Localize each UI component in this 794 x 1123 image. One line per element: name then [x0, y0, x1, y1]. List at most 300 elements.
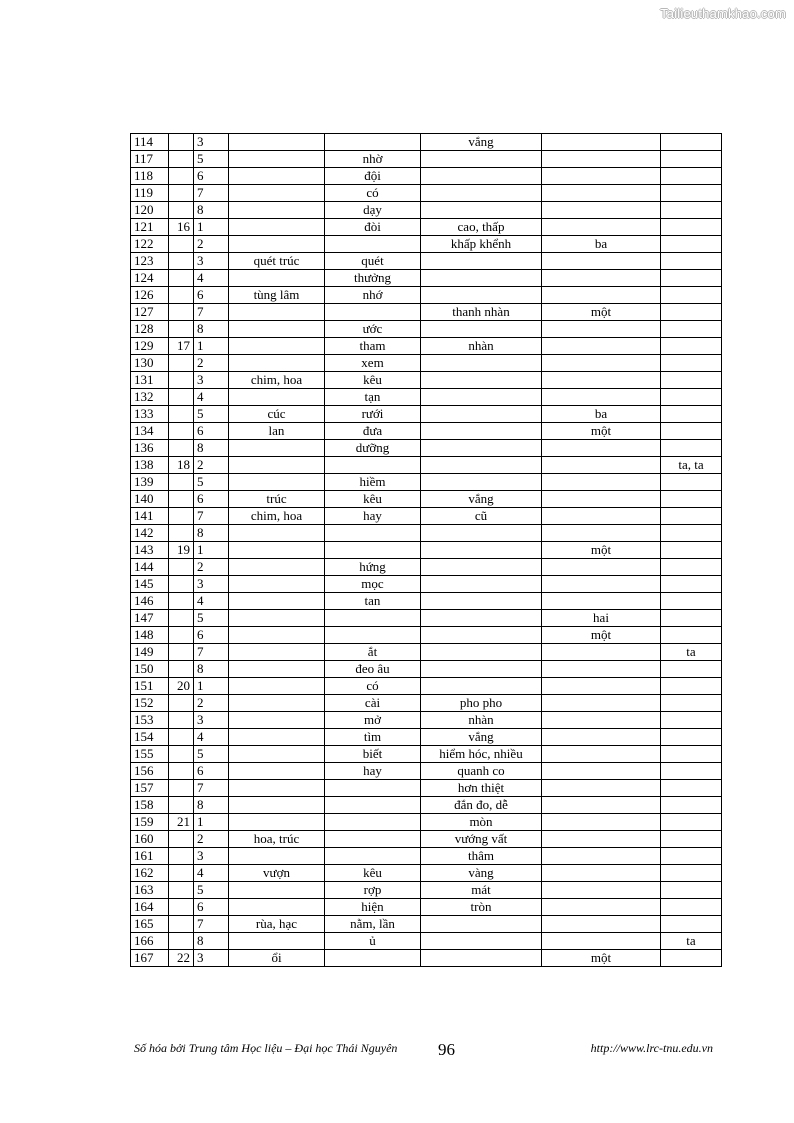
- cell-number: 152: [131, 695, 169, 712]
- cell-col-6: [421, 321, 542, 338]
- table-row: [131, 831, 722, 848]
- cell-col-5: [325, 814, 421, 831]
- cell-position: 4: [194, 389, 229, 406]
- cell-col-8: [661, 321, 722, 338]
- cell-col-5: có: [325, 185, 421, 202]
- cell-number: 118: [131, 168, 169, 185]
- cell-group: [169, 474, 194, 491]
- cell-col-5: tan: [325, 593, 421, 610]
- cell-col-5: mọc: [325, 576, 421, 593]
- table-row: [131, 661, 722, 678]
- cell-col-5: hiềm: [325, 474, 421, 491]
- cell-col-5: [325, 610, 421, 627]
- cell-group: [169, 865, 194, 882]
- table-row: [131, 338, 722, 355]
- cell-col-8: [661, 678, 722, 695]
- cell-group: 16: [169, 219, 194, 236]
- cell-col-5: đòi: [325, 219, 421, 236]
- cell-group: [169, 712, 194, 729]
- cell-col-8: [661, 627, 722, 644]
- cell-col-4: trúc: [229, 491, 325, 508]
- cell-group: 22: [169, 950, 194, 967]
- cell-col-6: [421, 406, 542, 423]
- cell-col-4: [229, 678, 325, 695]
- cell-col-5: [325, 542, 421, 559]
- cell-col-8: [661, 814, 722, 831]
- cell-col-5: ủ: [325, 933, 421, 950]
- table-row: [131, 814, 722, 831]
- cell-col-6: [421, 627, 542, 644]
- table-row: [131, 423, 722, 440]
- cell-col-4: [229, 559, 325, 576]
- cell-col-5: [325, 950, 421, 967]
- cell-group: [169, 627, 194, 644]
- cell-col-8: [661, 406, 722, 423]
- cell-col-8: [661, 882, 722, 899]
- cell-group: [169, 525, 194, 542]
- cell-col-4: [229, 899, 325, 916]
- table-row: [131, 270, 722, 287]
- cell-col-4: chim, hoa: [229, 372, 325, 389]
- cell-number: 147: [131, 610, 169, 627]
- cell-col-6: [421, 610, 542, 627]
- cell-position: 7: [194, 916, 229, 933]
- cell-col-6: cũ: [421, 508, 542, 525]
- cell-col-8: [661, 661, 722, 678]
- table-row: [131, 627, 722, 644]
- cell-col-6: nhàn: [421, 338, 542, 355]
- table-row: [131, 406, 722, 423]
- cell-col-4: [229, 746, 325, 763]
- cell-col-5: ắt: [325, 644, 421, 661]
- cell-col-8: [661, 389, 722, 406]
- cell-col-6: cao, thấp: [421, 219, 542, 236]
- data-table: [130, 133, 722, 967]
- cell-number: 119: [131, 185, 169, 202]
- table-row: [131, 797, 722, 814]
- table-body: [131, 134, 722, 967]
- cell-col-4: [229, 389, 325, 406]
- cell-col-7: [542, 712, 661, 729]
- cell-col-7: [542, 865, 661, 882]
- cell-col-5: ước: [325, 321, 421, 338]
- cell-group: [169, 559, 194, 576]
- footer-source: Số hóa bởi Trung tâm Học liệu – Đại học Thái Nguyên: [134, 1041, 398, 1055]
- page-number: 96: [438, 1040, 455, 1059]
- cell-col-6: [421, 950, 542, 967]
- cell-col-7: [542, 814, 661, 831]
- cell-position: 4: [194, 729, 229, 746]
- cell-number: 167: [131, 950, 169, 967]
- cell-number: 140: [131, 491, 169, 508]
- cell-group: [169, 372, 194, 389]
- cell-col-7: [542, 661, 661, 678]
- cell-col-7: [542, 202, 661, 219]
- cell-col-7: [542, 780, 661, 797]
- cell-col-7: [542, 168, 661, 185]
- cell-col-7: [542, 644, 661, 661]
- cell-col-4: [229, 763, 325, 780]
- cell-position: 1: [194, 814, 229, 831]
- cell-col-7: [542, 593, 661, 610]
- table-row: [131, 882, 722, 899]
- cell-group: [169, 389, 194, 406]
- table-row: [131, 865, 722, 882]
- cell-col-8: [661, 236, 722, 253]
- table-row: [131, 474, 722, 491]
- cell-col-8: [661, 729, 722, 746]
- cell-col-8: [661, 338, 722, 355]
- cell-col-6: pho pho: [421, 695, 542, 712]
- cell-col-5: nhờ: [325, 151, 421, 168]
- cell-number: 122: [131, 236, 169, 253]
- cell-col-7: [542, 695, 661, 712]
- cell-col-6: mát: [421, 882, 542, 899]
- cell-col-8: [661, 593, 722, 610]
- cell-col-5: nằm, lần: [325, 916, 421, 933]
- cell-col-8: [661, 780, 722, 797]
- cell-position: 3: [194, 253, 229, 270]
- cell-position: 8: [194, 202, 229, 219]
- cell-col-5: kêu: [325, 372, 421, 389]
- cell-number: 133: [131, 406, 169, 423]
- cell-col-4: [229, 321, 325, 338]
- cell-group: 21: [169, 814, 194, 831]
- cell-number: 126: [131, 287, 169, 304]
- cell-col-8: [661, 202, 722, 219]
- cell-col-5: kêu: [325, 491, 421, 508]
- cell-position: 8: [194, 661, 229, 678]
- table-row: [131, 508, 722, 525]
- cell-group: [169, 134, 194, 151]
- table-row: [131, 644, 722, 661]
- cell-col-4: [229, 457, 325, 474]
- cell-position: 7: [194, 644, 229, 661]
- cell-group: [169, 746, 194, 763]
- cell-group: [169, 661, 194, 678]
- cell-number: 132: [131, 389, 169, 406]
- cell-col-8: ta: [661, 933, 722, 950]
- cell-col-6: khấp khểnh: [421, 236, 542, 253]
- cell-col-8: [661, 253, 722, 270]
- cell-col-7: [542, 355, 661, 372]
- cell-col-6: [421, 151, 542, 168]
- cell-col-5: rưới: [325, 406, 421, 423]
- cell-group: [169, 270, 194, 287]
- table-row: [131, 355, 722, 372]
- cell-position: 6: [194, 287, 229, 304]
- cell-col-5: quét: [325, 253, 421, 270]
- cell-col-5: đeo âu: [325, 661, 421, 678]
- cell-position: 8: [194, 321, 229, 338]
- cell-col-8: [661, 287, 722, 304]
- cell-col-8: [661, 440, 722, 457]
- cell-position: 1: [194, 678, 229, 695]
- cell-group: 18: [169, 457, 194, 474]
- cell-col-6: [421, 559, 542, 576]
- table-row: [131, 950, 722, 967]
- cell-group: [169, 780, 194, 797]
- cell-col-4: [229, 134, 325, 151]
- table-row: [131, 168, 722, 185]
- cell-number: 160: [131, 831, 169, 848]
- cell-number: 162: [131, 865, 169, 882]
- cell-col-4: [229, 576, 325, 593]
- cell-group: [169, 576, 194, 593]
- cell-group: [169, 831, 194, 848]
- cell-position: 5: [194, 610, 229, 627]
- cell-col-7: một: [542, 627, 661, 644]
- cell-col-4: [229, 151, 325, 168]
- cell-col-7: hai: [542, 610, 661, 627]
- cell-group: [169, 916, 194, 933]
- cell-col-8: [661, 950, 722, 967]
- cell-col-5: hiện: [325, 899, 421, 916]
- cell-group: [169, 491, 194, 508]
- cell-col-7: một: [542, 304, 661, 321]
- cell-col-8: [661, 151, 722, 168]
- cell-col-6: [421, 389, 542, 406]
- cell-col-4: [229, 712, 325, 729]
- cell-col-5: thưởng: [325, 270, 421, 287]
- cell-group: [169, 304, 194, 321]
- cell-col-4: vượn: [229, 865, 325, 882]
- cell-group: [169, 151, 194, 168]
- cell-position: 6: [194, 627, 229, 644]
- cell-position: 5: [194, 474, 229, 491]
- cell-col-4: [229, 610, 325, 627]
- table-row: [131, 151, 722, 168]
- cell-number: 158: [131, 797, 169, 814]
- cell-col-5: rợp: [325, 882, 421, 899]
- cell-col-5: kêu: [325, 865, 421, 882]
- cell-col-6: [421, 202, 542, 219]
- cell-number: 146: [131, 593, 169, 610]
- cell-position: 2: [194, 236, 229, 253]
- cell-col-6: vắng: [421, 729, 542, 746]
- cell-col-6: [421, 542, 542, 559]
- cell-col-5: [325, 848, 421, 865]
- cell-col-4: lan: [229, 423, 325, 440]
- cell-col-6: vắng: [421, 491, 542, 508]
- table-row: [131, 678, 722, 695]
- cell-position: 7: [194, 780, 229, 797]
- cell-col-8: [661, 695, 722, 712]
- cell-number: 157: [131, 780, 169, 797]
- cell-number: 131: [131, 372, 169, 389]
- cell-group: 20: [169, 678, 194, 695]
- cell-position: 7: [194, 185, 229, 202]
- cell-col-4: [229, 355, 325, 372]
- cell-col-8: ta: [661, 644, 722, 661]
- cell-col-8: [661, 423, 722, 440]
- cell-col-4: [229, 933, 325, 950]
- cell-col-4: [229, 270, 325, 287]
- cell-col-8: [661, 865, 722, 882]
- cell-col-6: mòn: [421, 814, 542, 831]
- cell-col-7: [542, 916, 661, 933]
- cell-number: 130: [131, 355, 169, 372]
- cell-col-7: [542, 457, 661, 474]
- cell-col-6: vàng: [421, 865, 542, 882]
- cell-col-7: [542, 372, 661, 389]
- cell-col-7: [542, 491, 661, 508]
- table-row: [131, 491, 722, 508]
- cell-col-8: [661, 525, 722, 542]
- table-row: [131, 287, 722, 304]
- cell-col-5: hay: [325, 508, 421, 525]
- cell-number: 136: [131, 440, 169, 457]
- cell-number: 141: [131, 508, 169, 525]
- cell-col-6: [421, 474, 542, 491]
- cell-number: 165: [131, 916, 169, 933]
- cell-col-7: [542, 270, 661, 287]
- cell-col-6: [421, 457, 542, 474]
- cell-position: 5: [194, 406, 229, 423]
- cell-number: 155: [131, 746, 169, 763]
- cell-col-6: [421, 661, 542, 678]
- cell-position: 6: [194, 423, 229, 440]
- cell-col-4: chim, hoa: [229, 508, 325, 525]
- cell-number: 150: [131, 661, 169, 678]
- cell-col-4: ổi: [229, 950, 325, 967]
- cell-position: 3: [194, 372, 229, 389]
- cell-col-5: mở: [325, 712, 421, 729]
- cell-col-8: [661, 559, 722, 576]
- cell-group: [169, 882, 194, 899]
- cell-col-5: đưa: [325, 423, 421, 440]
- cell-col-8: [661, 134, 722, 151]
- cell-group: [169, 508, 194, 525]
- cell-col-7: [542, 746, 661, 763]
- table-row: [131, 899, 722, 916]
- cell-col-5: [325, 525, 421, 542]
- cell-position: 3: [194, 576, 229, 593]
- table-row: [131, 729, 722, 746]
- cell-col-8: [661, 746, 722, 763]
- cell-col-7: một: [542, 542, 661, 559]
- cell-col-6: hiểm hóc, nhiều: [421, 746, 542, 763]
- cell-col-7: [542, 338, 661, 355]
- cell-col-4: tùng lâm: [229, 287, 325, 304]
- cell-col-6: [421, 185, 542, 202]
- cell-col-5: có: [325, 678, 421, 695]
- table-row: [131, 134, 722, 151]
- cell-col-4: [229, 593, 325, 610]
- cell-position: 7: [194, 304, 229, 321]
- cell-col-7: [542, 525, 661, 542]
- cell-group: [169, 933, 194, 950]
- cell-col-6: vướng vất: [421, 831, 542, 848]
- cell-col-4: [229, 304, 325, 321]
- cell-col-7: [542, 253, 661, 270]
- cell-col-6: [421, 253, 542, 270]
- cell-col-4: hoa, trúc: [229, 831, 325, 848]
- cell-group: [169, 253, 194, 270]
- cell-group: [169, 321, 194, 338]
- cell-col-6: [421, 440, 542, 457]
- cell-col-4: [229, 661, 325, 678]
- cell-col-6: thâm: [421, 848, 542, 865]
- table-row: [131, 253, 722, 270]
- table-row: [131, 372, 722, 389]
- cell-col-8: [661, 372, 722, 389]
- table-row: [131, 559, 722, 576]
- cell-position: 5: [194, 882, 229, 899]
- cell-col-5: [325, 304, 421, 321]
- cell-col-7: [542, 763, 661, 780]
- cell-col-7: [542, 389, 661, 406]
- cell-col-5: [325, 797, 421, 814]
- cell-col-6: [421, 270, 542, 287]
- table-row: [131, 746, 722, 763]
- table-row: [131, 389, 722, 406]
- cell-col-6: [421, 423, 542, 440]
- cell-position: 4: [194, 865, 229, 882]
- cell-col-7: [542, 134, 661, 151]
- cell-col-8: [661, 185, 722, 202]
- table-row: [131, 576, 722, 593]
- cell-group: 19: [169, 542, 194, 559]
- cell-number: 123: [131, 253, 169, 270]
- cell-col-4: [229, 695, 325, 712]
- cell-col-7: [542, 185, 661, 202]
- cell-col-7: [542, 882, 661, 899]
- cell-col-4: [229, 627, 325, 644]
- cell-col-7: [542, 219, 661, 236]
- cell-position: 1: [194, 542, 229, 559]
- cell-col-4: [229, 236, 325, 253]
- cell-col-6: quanh co: [421, 763, 542, 780]
- cell-col-7: một: [542, 950, 661, 967]
- cell-col-5: cài: [325, 695, 421, 712]
- cell-col-5: dạy: [325, 202, 421, 219]
- cell-col-8: [661, 270, 722, 287]
- cell-col-5: [325, 831, 421, 848]
- cell-col-8: [661, 304, 722, 321]
- cell-col-4: [229, 848, 325, 865]
- cell-col-8: [661, 916, 722, 933]
- cell-col-5: [325, 627, 421, 644]
- cell-col-6: [421, 644, 542, 661]
- table-row: [131, 610, 722, 627]
- cell-group: [169, 287, 194, 304]
- table-row: [131, 202, 722, 219]
- cell-group: 17: [169, 338, 194, 355]
- cell-col-6: [421, 287, 542, 304]
- cell-col-5: đội: [325, 168, 421, 185]
- cell-group: [169, 423, 194, 440]
- cell-col-7: ba: [542, 406, 661, 423]
- cell-col-6: vắng: [421, 134, 542, 151]
- cell-col-4: [229, 525, 325, 542]
- cell-col-8: [661, 848, 722, 865]
- cell-number: 138: [131, 457, 169, 474]
- cell-col-4: quét trúc: [229, 253, 325, 270]
- cell-number: 145: [131, 576, 169, 593]
- table-row: [131, 780, 722, 797]
- cell-group: [169, 644, 194, 661]
- cell-col-8: [661, 168, 722, 185]
- cell-position: 6: [194, 763, 229, 780]
- cell-number: 144: [131, 559, 169, 576]
- cell-group: [169, 848, 194, 865]
- cell-col-6: hơn thiệt: [421, 780, 542, 797]
- cell-col-8: [661, 763, 722, 780]
- cell-col-8: [661, 508, 722, 525]
- cell-col-6: [421, 916, 542, 933]
- cell-col-7: [542, 508, 661, 525]
